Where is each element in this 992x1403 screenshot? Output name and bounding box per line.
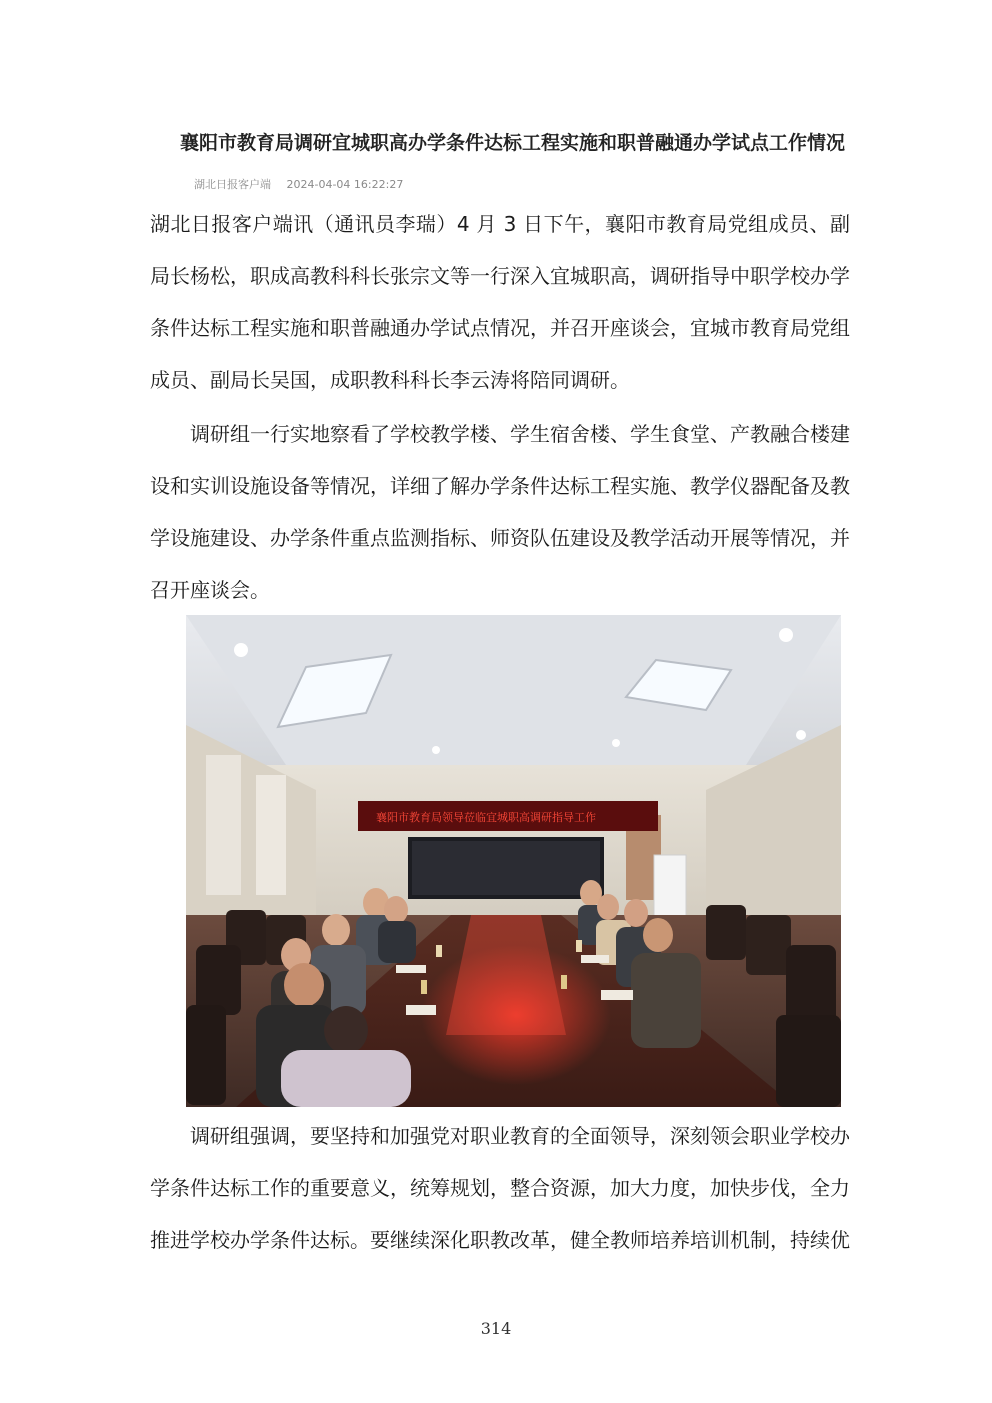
- article-title: 襄阳市教育局调研宜城职高办学条件达标工程实施和职普融通办学试点工作情况: [180, 132, 846, 154]
- article-source: 湖北日报客户端: [194, 178, 271, 191]
- paragraph-2: 调研组一行实地察看了学校教学楼、学生宿舍楼、学生食堂、产教融合楼建设和实训设施设备等情况，详细了解办学条件达标工程实施、教学仪器配备及教学设施建设、办学条件重点监测指标、师资队伍建设及教学活动开展等情况，并召开座谈会。: [150, 422, 850, 602]
- paragraph-3: 调研组强调，要坚持和加强党对职业教育的全面领导，深刻领会职业学校办学条件达标工作的重要意义，统筹规划，整合资源，加大力度，加快步伐，全力推进学校办学条件达标。要继续深化职教改革，健全教师培养培训机制，持续优: [150, 1124, 850, 1252]
- meeting-photo: [186, 615, 841, 1107]
- paragraph-1: 湖北日报客户端讯（通讯员李瑞）4 月 3 日下午，襄阳市教育局党组成员、副局长杨松，职成高教科科长张宗文等一行深入宜城职高，调研指导中职学校办学条件达标工程实施和职普融通办学试点情况，并召开座谈会，宜城市教育局党组成员、副局长吴国，成职教科科长李云涛将陪同调研。: [150, 212, 850, 392]
- banner-text: 襄阳市教育局领导莅临宜城职高调研指导工作: [376, 811, 596, 824]
- page-number: 314: [480, 1319, 512, 1338]
- article-datetime: 2024-04-04 16:22:27: [286, 178, 404, 191]
- article-meta: [194, 176, 403, 192]
